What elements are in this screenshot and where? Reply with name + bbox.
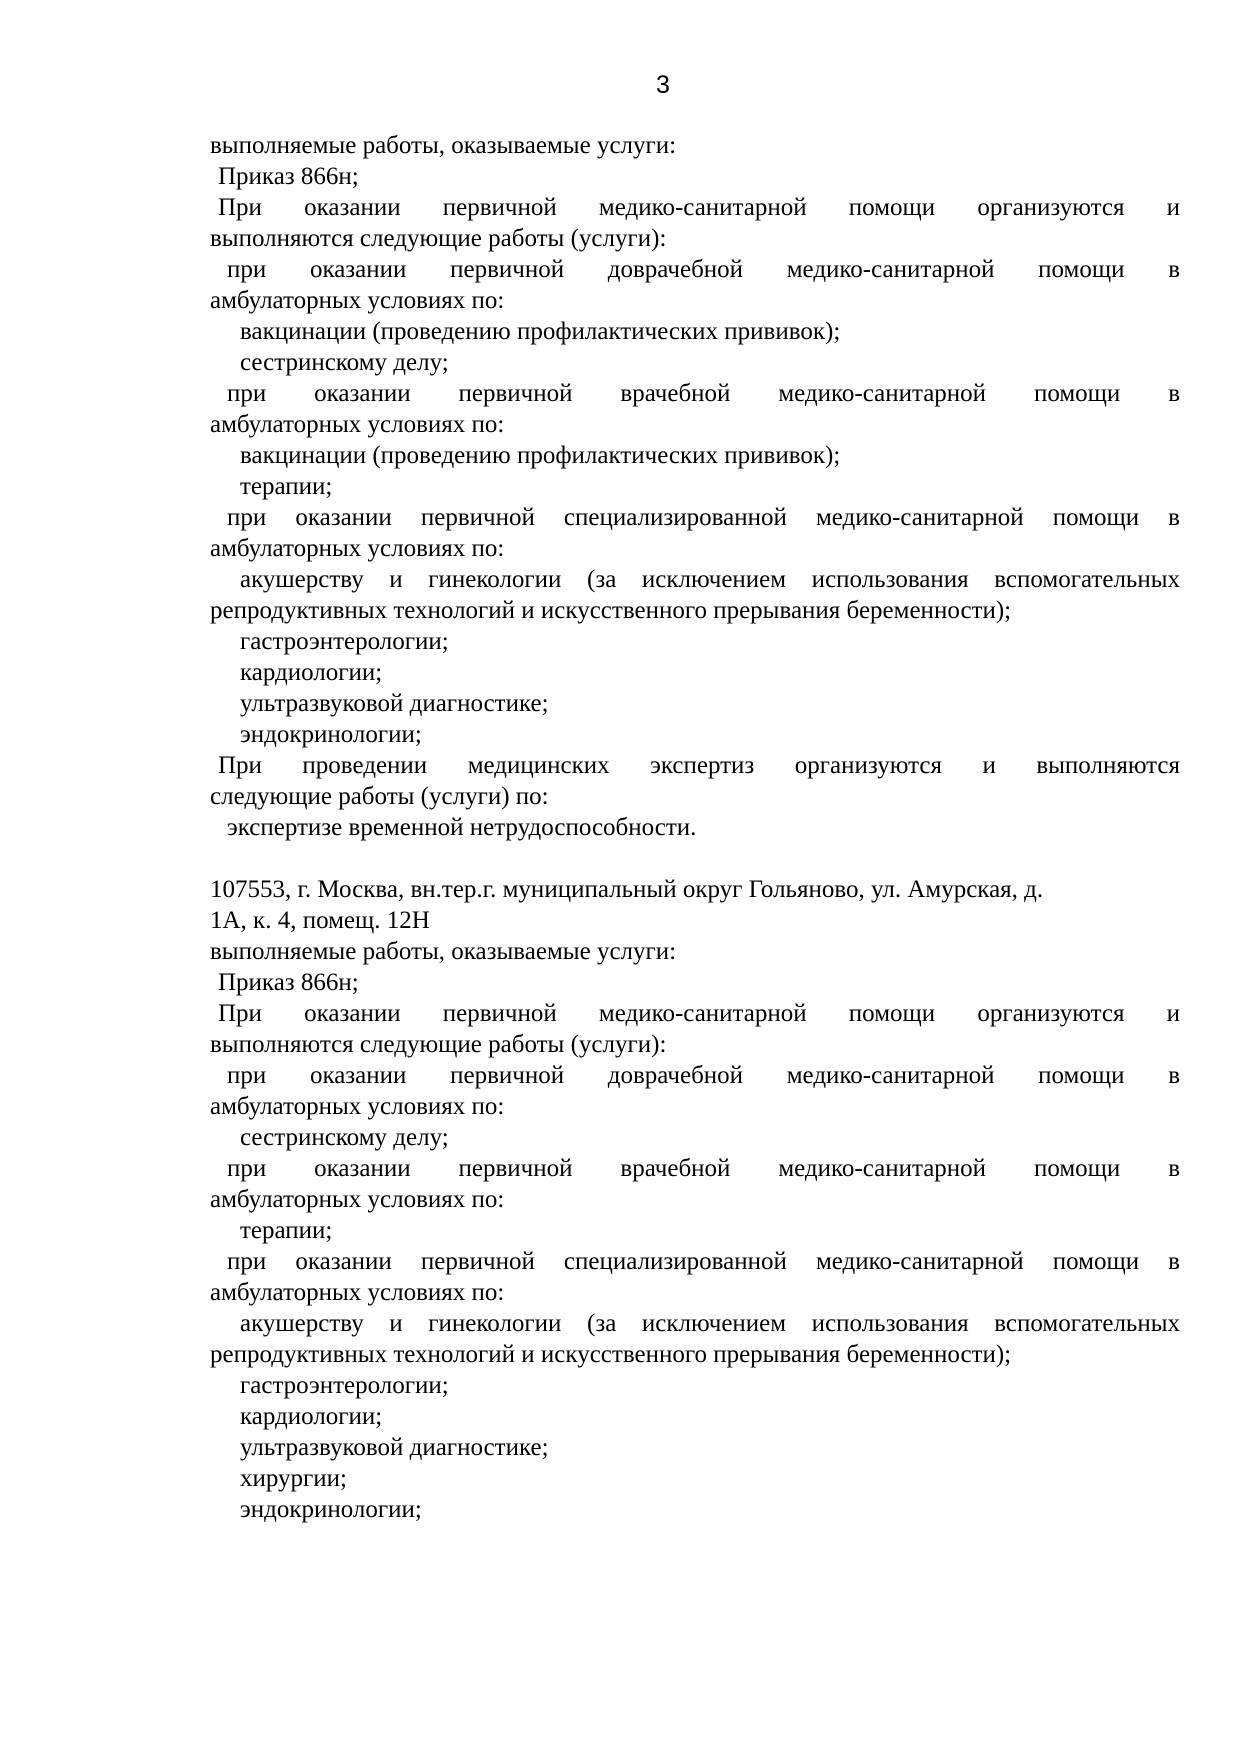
document-line: терапии; (240, 1217, 333, 1244)
license-services-block-2 (210, 874, 1180, 1525)
document-line: терапии; (240, 473, 333, 500)
document-line: выполняемые работы, оказываемые услуги: (210, 132, 677, 159)
document-line: репродуктивных технологий и искусственного прерывания беременности); (210, 1341, 1012, 1368)
license-services-block-1 (210, 130, 1180, 843)
document-line: при оказании первичной доврачебной медико-санитарной помощи в (227, 256, 1180, 283)
document-line: кардиологии; (240, 1403, 383, 1430)
document-line: амбулаторных условиях по: (210, 1279, 505, 1306)
document-line: выполняемые работы, оказываемые услуги: (210, 938, 677, 965)
document-line: ультразвуковой диагностике; (240, 690, 549, 717)
document-line: вакцинации (проведению профилактических прививок); (240, 442, 841, 469)
document-body (210, 130, 1180, 1525)
document-line: при оказании первичной специализированной медико-санитарной помощи в (227, 504, 1180, 531)
document-line: при оказании первичной специализированной медико-санитарной помощи в (227, 1248, 1180, 1275)
document-line: при оказании первичной врачебной медико-санитарной помощи в (227, 380, 1180, 407)
document-line: ультразвуковой диагностике; (240, 1434, 549, 1461)
document-line: эндокринологии; (240, 721, 422, 748)
document-line: выполняются следующие работы (услуги): (210, 1031, 667, 1058)
document-line: амбулаторных условиях по: (210, 1093, 505, 1120)
document-line: Приказ 866н; (218, 163, 359, 190)
document-line: сестринскому делу; (240, 349, 449, 376)
document-line: Приказ 866н; (218, 969, 359, 996)
document-line: амбулаторных условиях по: (210, 535, 505, 562)
document-line: при оказании первичной доврачебной медико-санитарной помощи в (227, 1062, 1180, 1089)
document-line: кардиологии; (240, 659, 383, 686)
document-line: гастроэнтерологии; (240, 628, 449, 655)
page-number: 3 (656, 71, 670, 99)
document-line: 107553, г. Москва, вн.тер.г. муниципальный округ Гольяново, ул. Амурская, д. (210, 876, 1044, 903)
document-line: При оказании первичной медико-санитарной помощи организуются и (218, 1000, 1180, 1027)
document-line: эндокринологии; (240, 1496, 422, 1523)
document-line: амбулаторных условиях по: (210, 411, 505, 438)
document-line: выполняются следующие работы (услуги): (210, 225, 667, 252)
document-line: гастроэнтерологии; (240, 1372, 449, 1399)
document-line: при оказании первичной врачебной медико-санитарной помощи в (227, 1155, 1180, 1182)
document-line: акушерству и гинекологии (за исключением использования вспомогательных (240, 566, 1180, 593)
document-line: репродуктивных технологий и искусственного прерывания беременности); (210, 597, 1012, 624)
document-line: следующие работы (услуги) по: (210, 783, 549, 810)
document-line: экспертизе временной нетрудоспособности. (227, 814, 697, 841)
document-line: акушерству и гинекологии (за исключением использования вспомогательных (240, 1310, 1180, 1337)
document-line: амбулаторных условиях по: (210, 287, 505, 314)
document-line: При оказании первичной медико-санитарной помощи организуются и (218, 194, 1180, 221)
document-line: хирургии; (240, 1465, 348, 1492)
document-line: При проведении медицинских экспертиз организуются и выполняются (218, 752, 1180, 779)
document-line: 1А, к. 4, помещ. 12Н (210, 907, 430, 934)
document-line: сестринскому делу; (240, 1124, 449, 1151)
document-line: вакцинации (проведению профилактических прививок); (240, 318, 841, 345)
document-line: амбулаторных условиях по: (210, 1186, 505, 1213)
